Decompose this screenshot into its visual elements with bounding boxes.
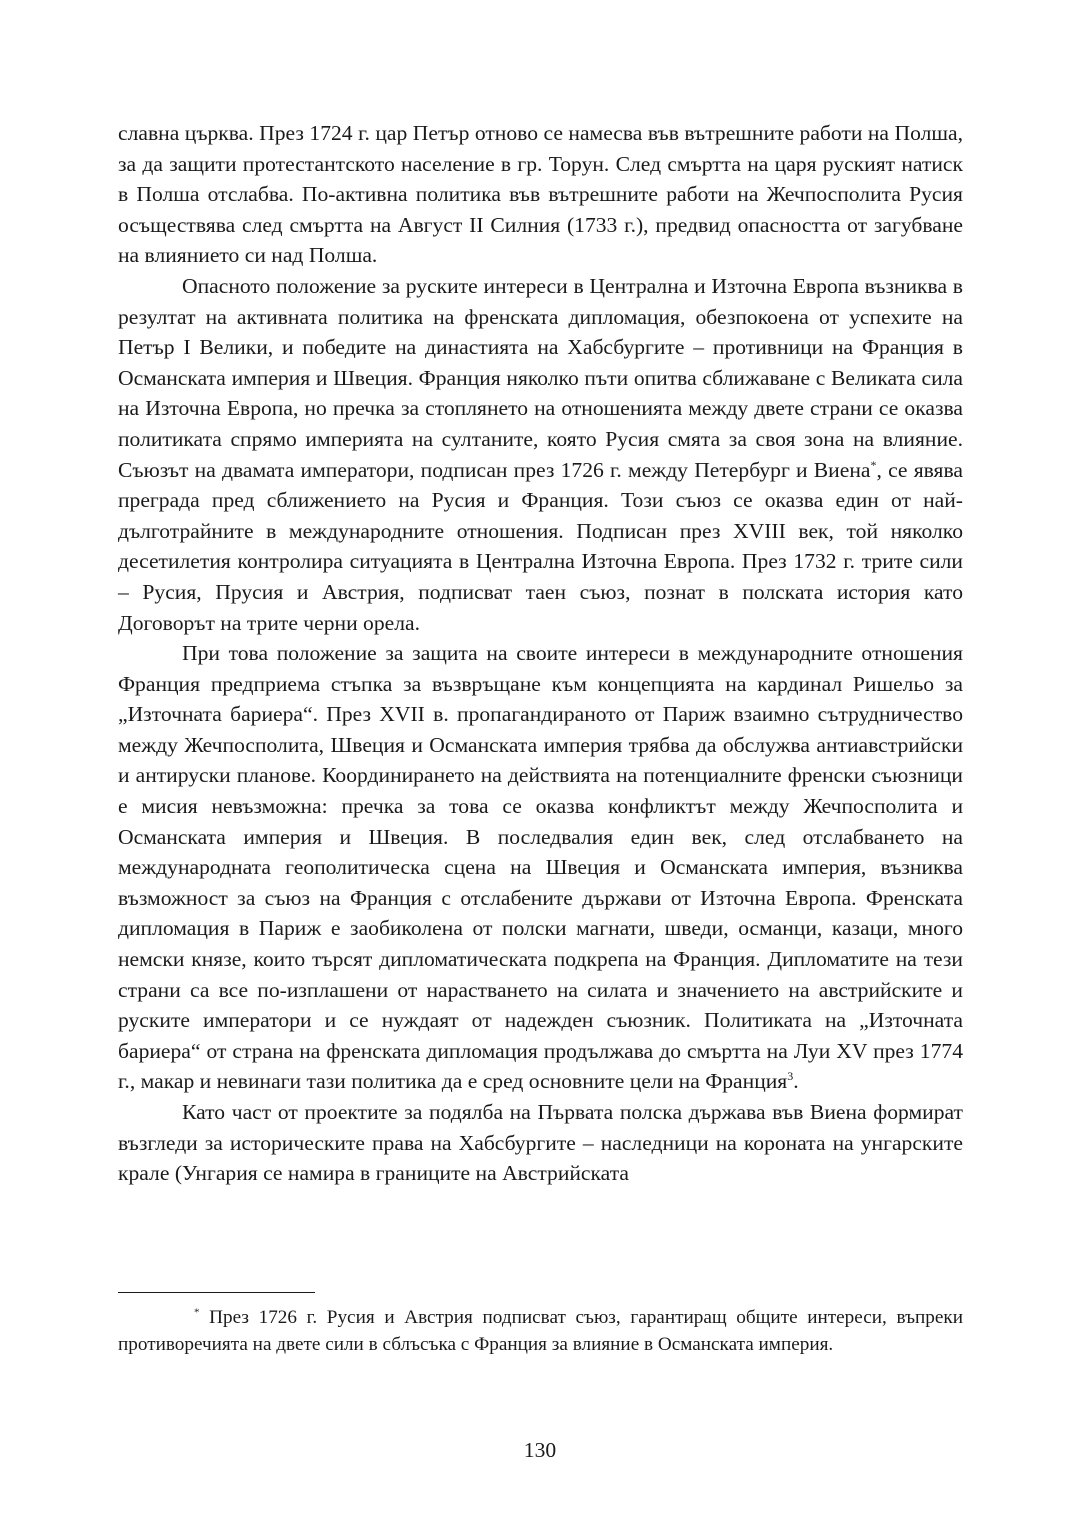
paragraph-1 xyxy=(118,118,963,271)
footnote-marker: * xyxy=(194,1306,200,1319)
main-text xyxy=(118,118,963,1189)
footnotes xyxy=(118,1305,963,1358)
paragraph-4-text: Като част от проектите за подялба на Първата полска държава във Виена формират възгледи за историческите права на Хабсбургите – наследници на короната на унгарските крале (Унгария се намира в границите на Австрийската xyxy=(118,1100,963,1186)
paragraph-3-text-b: . xyxy=(793,1069,799,1094)
paragraph-2 xyxy=(118,271,963,638)
footnote-separator xyxy=(118,1292,315,1293)
paragraph-2-text-b: , се явява преграда пред сближението на Русия и Франция. Този съюз се оказва един от най-дълготрайните в международните отношения. Подписан през XVIII век, той няколко десетилетия контролира ситуацията в Централна Източна Европа. През 1732 г. трите сили – Русия, Прусия и Австрия, подписват таен съюз, познат в полската история като Договорът на трите черни орела. xyxy=(118,457,963,635)
paragraph-4 xyxy=(118,1097,963,1189)
page-body xyxy=(118,118,963,1189)
paragraph-3 xyxy=(118,638,963,1097)
paragraph-1-text: славна църква. През 1724 г. цар Петър отново се намесва във вътрешните работи на Полша, за да защити протестантското население в гр. Торун. След смъртта на царя руският натиск в Полша отслабва. По-активна политика във вътрешните работи на Жечпосполита Русия осъществява след смъртта на Август II Силния (1733 г.), предвид опасността от загубване на влиянието си над Полша. xyxy=(118,121,963,268)
page-number: 130 xyxy=(523,1438,557,1462)
footnote-reference-marker[interactable]: * xyxy=(870,457,877,472)
paragraph-3-text-a: При това положение за защита на своите интереси в международните отношения Франция предприема стъпка за възвръщане към концепцията на кардинал Ришельо за „Източната бариера“. През XVII в. пропагандираното от Париж взаимно сътрудничество между Жечпосполита, Швеция и Османската империя трябва да обслужва антиавстрийски и антируски планове. Координирането на действията на потенциалните френски съюзници е мисия невъзможна: пречка за това се оказва конфликтът между Жечпосполита и Османската империя и Швеция. В последвалия един век, след отслабването на международната геополитическа сцена на Швеция и Османската империя, възниква възможност за съюз на Франция с отслабените държави от Източна Европа. Френската дипломация в Париж е заобиколена от полски магнати, шведи, османци, казаци, много немски князе, които търсят дипломатическата подкрепа на Франция. Дипломатите на тези страни са все по-изплашени от нарастването на силата и значението на австрийските и руските императори и се нуждаят от надежден съюзник. Политиката на „Източната бариера“ от страна на френската дипломация продължава до смъртта на Луи XV през 1774 г., макар и невинаги тази политика да е сред основните цели на Франция xyxy=(118,641,963,1094)
footnote-text: През 1726 г. Русия и Австрия подписват съюз, гарантиращ общите интереси, въпреки противоречията на двете сили в сблъсъка с Франция за влияние в Османската империя. xyxy=(118,1307,963,1355)
paragraph-2-text-a: Опасното положение за руските интереси в Централна и Източна Европа възниква в резултат на активната политика на френската дипломация, обезпокоена от успехите на Петър I Велики, и победите на династията на Хабсбургите – противници на Франция в Османската империя и Швеция. Франция няколко пъти опитва сближаване с Великата сила на Източна Европа, но пречка за стоплянето на отношенията между двете страни се оказва политиката спрямо империята на султаните, която Русия смята за своя зона на влияние. Съюзът на двамата императори, подписан през 1726 г. между Петербург и Виена xyxy=(118,273,963,482)
footnote xyxy=(118,1305,963,1358)
endnote-reference-marker[interactable]: 3 xyxy=(787,1069,794,1084)
